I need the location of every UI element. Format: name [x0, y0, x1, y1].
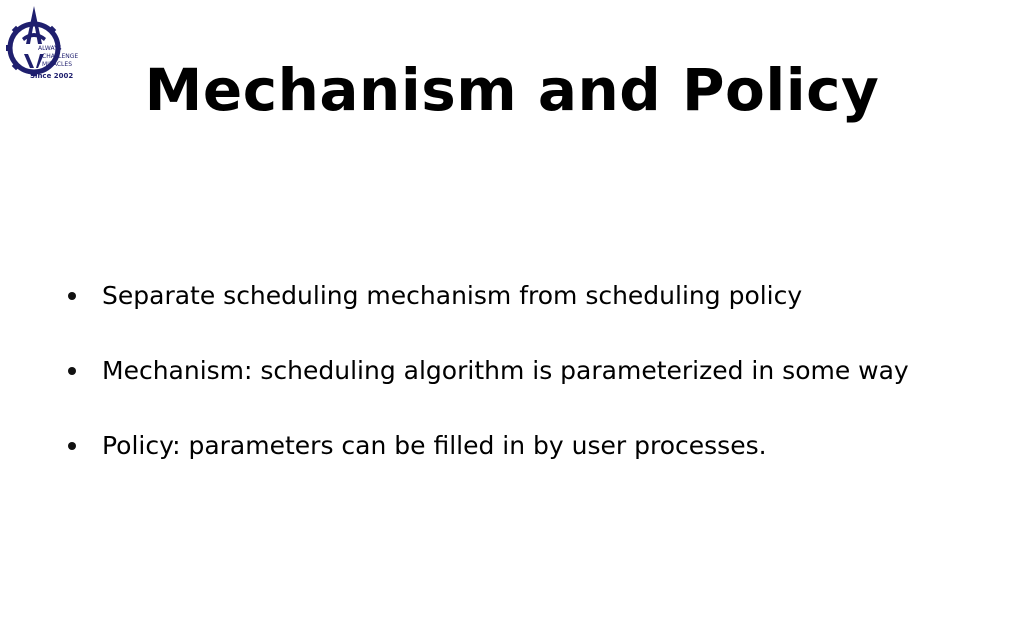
bullet-list: [64, 278, 1004, 503]
bullet-item: [64, 428, 1004, 464]
logo-text-4: Since 2002: [30, 72, 74, 80]
bullet-dot-icon: [68, 292, 76, 300]
logo-text-3: MIRACLES: [42, 61, 73, 68]
bullet-item: [64, 353, 1004, 389]
bullet-dot-icon: [68, 442, 76, 450]
logo-text-2: CHALLENGE: [42, 53, 79, 60]
bullet-text: Mechanism: scheduling algorithm is parameterized in some way: [102, 356, 909, 385]
bullet-dot-icon: [68, 367, 76, 375]
bullet-text: Policy: parameters can be filled in by user processes.: [102, 431, 767, 460]
bullet-text: Separate scheduling mechanism from scheduling policy: [102, 281, 803, 310]
bullet-item: [64, 278, 1004, 314]
slide-title: Mechanism and Policy: [144, 56, 880, 124]
logo-text-1: ALWAYS: [38, 45, 62, 52]
